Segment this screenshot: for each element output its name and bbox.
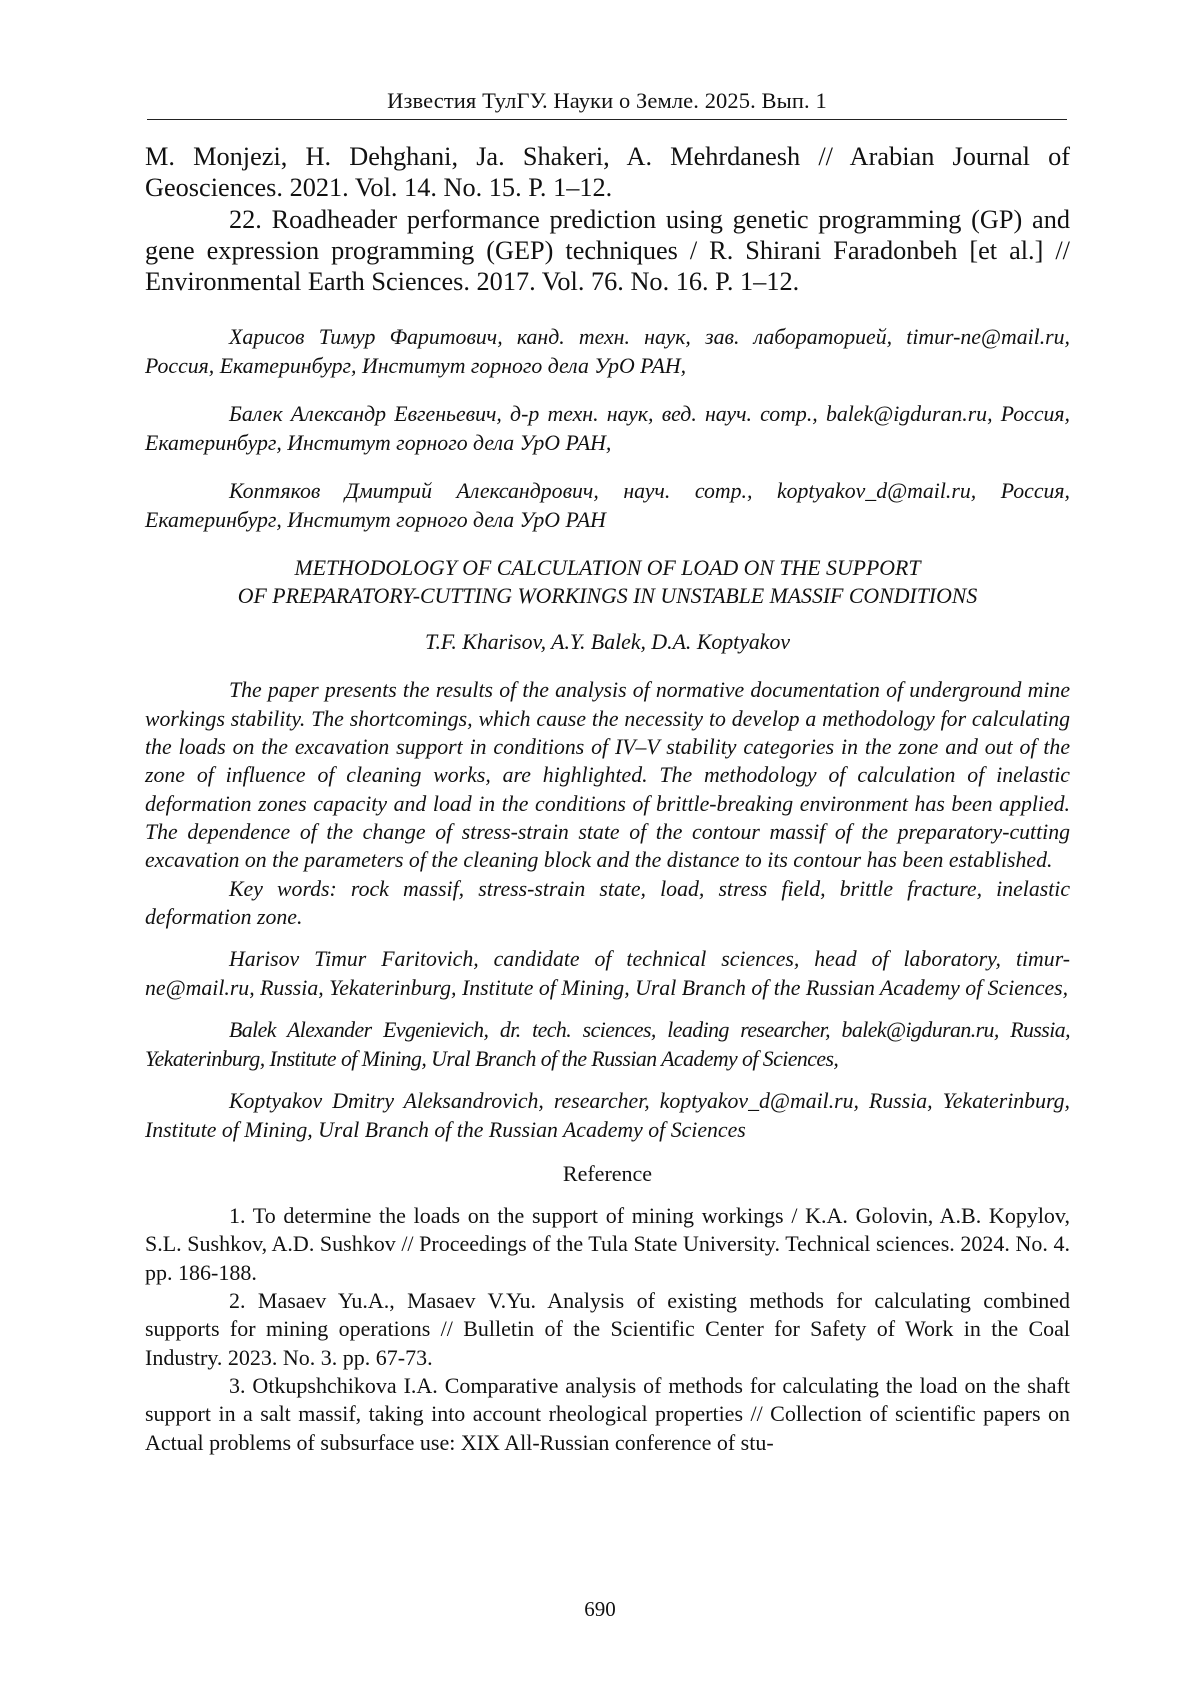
running-header: Известия ТулГУ. Науки о Земле. 2025. Вып. 1: [387, 88, 827, 113]
affiliation-ru-koptyakov: Коптяков Дмитрий Александрович, науч. сотр., koptyakov_d@mail.ru, Россия, Екатеринбург, Институт горного дела УрО РАН: [145, 479, 1070, 532]
english-reference-2: 2. Masaev Yu.A., Masaev V.Yu. Analysis of existing methods for calculating combined supports for mining operations // Bulletin of the Scientific Center for Safety of Work in the Coal Industry. 2023. No. 3. pp. 67-73.: [145, 1288, 1070, 1370]
english-authors: T.F. Kharisov, A.Y. Balek, D.A. Koptyakov: [424, 630, 791, 655]
english-reference-3: 3. Otkupshchikova I.A. Comparative analysis of methods for calculating the load on the shaft support in a salt massif, taking into account rheological properties // Collection of scientific papers on Actual problems of subsurface use: XIX All-Russian conference of stu-: [145, 1372, 1070, 1455]
english-title-line-1: METHODOLOGY OF CALCULATION OF LOAD ON THE SUPPORT: [294, 556, 921, 581]
english-abstract: The paper presents the results of the analysis of normative documentation of underground mine workings stability. The shortcomings, which cause the necessity to develop a methodology for calculating the loads on the excavation support in conditions of IV–V stability categories in the zone and out of the zone of influence of cleaning works, are highlighted. The methodology of calculation of inelastic deformation zones capacity and load in the conditions of brittle-breaking environment has been applied. The dependence of the change of stress-strain state of the contour massif of the preparatory-cutting excavation on the parameters of the cleaning block and the distance to its contour has been established.: [145, 678, 1070, 873]
english-reference-1: 1. To determine the loads on the support of mining workings / K.A. Golovin, A.B. Kopylov, S.L. Sushkov, A.D. Sushkov // Proceedings of the Tula State University. Technical sciences. 2024. No. 4. pp. 186-188.: [145, 1203, 1070, 1285]
page-number: 690: [584, 1597, 616, 1621]
reference-21-continuation: M. Monjezi, H. Dehghani, Ja. Shakeri, A. Mehrdanesh // Arabian Journal of Geosciences. 2021. Vol. 14. No. 15. P. 1–12.: [145, 142, 1070, 203]
affiliation-en-harisov: Harisov Timur Faritovich, candidate of technical sciences, head of laboratory, timur-ne@mail.ru, Russia, Yekaterinburg, Institute of Mining, Ural Branch of the Russian Academy of Sciences,: [145, 947, 1070, 1000]
english-title-line-2: OF PREPARATORY-CUTTING WORKINGS IN UNSTABLE MASSIF CONDITIONS: [237, 584, 978, 609]
reference-heading: Reference: [562, 1161, 653, 1187]
reference-22: 22. Roadheader performance prediction using genetic programming (GP) and gene expression programming (GEP) techniques / R. Shirani Faradonbeh [et al.] // Environmental Earth Sciences. 2017. Vol. 76. No. 16. P. 1–12.: [145, 204, 1070, 297]
affiliation-ru-kharisov: Харисов Тимур Фаритович, канд. техн. наук, зав. лабораторией, timur-ne@mail.ru, Россия, Екатеринбург, Институт горного дела УрО РАН,: [145, 325, 1070, 378]
affiliation-ru-balek: Балек Александр Евгеньевич, д-р техн. наук, вед. науч. сотр., balek@igduran.ru, Россия, Екатеринбург, Институт горного дела УрО РАН,: [145, 402, 1070, 455]
header-rule: [147, 119, 1067, 120]
english-keywords: Key words: rock massif, stress-strain state, load, stress field, brittle fracture, inelastic deformation zone.: [145, 876, 1070, 929]
page-body: [145, 141, 1070, 1457]
english-title: [145, 554, 1070, 610]
affiliation-en-balek: Balek Alexander Evgenievich, dr. tech. sciences, leading researcher, balek@igduran.ru, Russia, Yekaterinburg, Institute of Mining, Ural Branch of the Russian Academy of Sciences,: [145, 1018, 1070, 1071]
affiliation-en-koptyakov: Koptyakov Dmitry Aleksandrovich, researcher, koptyakov_d@mail.ru, Russia, Yekaterinburg, Institute of Mining, Ural Branch of the Russian Academy of Sciences: [145, 1089, 1070, 1142]
